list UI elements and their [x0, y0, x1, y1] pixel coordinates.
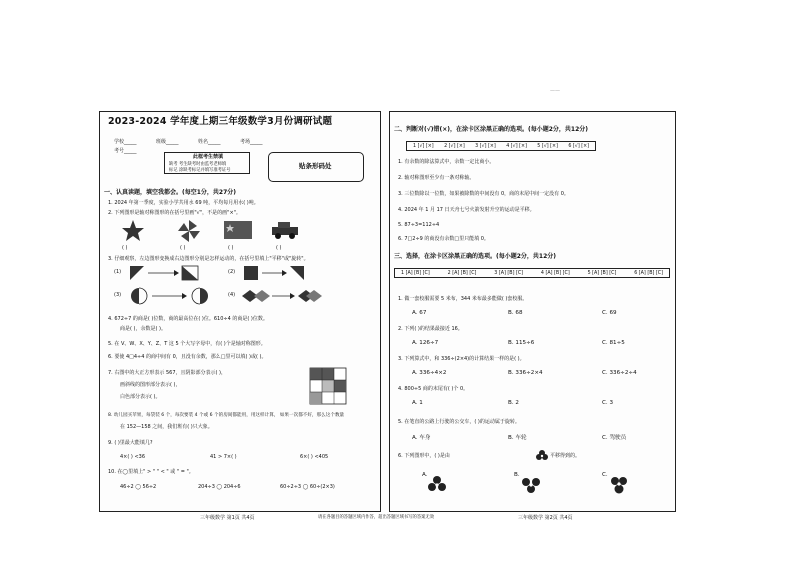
pinwheel-figure [178, 220, 200, 242]
judge-answer-6[interactable]: 6 [√] [×] [568, 143, 589, 149]
page-2-footer: 三年级数学 第2页 共4页 [518, 515, 573, 521]
choice-answer-3[interactable]: 3 [A] [B] [C] [494, 270, 524, 276]
judge-1: 1. 有余数的除法算式中，余数一定比商小。 [398, 159, 495, 165]
choice-answer-6[interactable]: 6 [A] [B] [C] [634, 270, 663, 276]
question-4b: 商是( )，余数是( )。 [120, 326, 166, 332]
flower-option-c-icon [610, 476, 628, 494]
choice-5-b[interactable]: B. 车轮 [508, 435, 527, 441]
choice-1: 1. 做一套校服需要 5 米布，344 米布最多能做( )套校服。 [398, 296, 528, 302]
question-10: 10. 在◯里填上" > " " < " 或 " = "。 [108, 469, 194, 475]
question-7c: 白色部分表示( )。 [120, 394, 161, 400]
choice-6b: 平移得到的。 [550, 453, 581, 459]
judge-2: 2. 轴对称图形至少有一条对称轴。 [398, 175, 475, 181]
choice-2-a[interactable]: A. 126÷7 [412, 340, 439, 346]
choice-3-b[interactable]: B. 336÷2×4 [508, 370, 543, 376]
judge-answer-3[interactable]: 3 [√] [×] [475, 143, 496, 149]
q10-item-1[interactable]: 46÷2 ◯ 56÷2 [120, 484, 157, 490]
judge-answer-1[interactable]: 1 [√] [×] [413, 143, 434, 149]
q9-item-3[interactable]: 6×( ) <405 [300, 454, 329, 460]
choice-6-c[interactable]: C. [602, 472, 608, 478]
choice-answer-4[interactable]: 4 [A] [B] [C] [540, 270, 570, 276]
judge-5: 5. 87÷3=112÷4 [398, 222, 440, 228]
notice-line-2: 标记 涂缺考标记并填写准考证号 [169, 168, 231, 173]
car-figure [272, 221, 298, 239]
barcode-label: 贴条形码处 [299, 162, 332, 170]
q9-item-1[interactable]: 4×( ) <36 [120, 454, 146, 460]
flower-option-a-icon [428, 476, 446, 494]
judge-6: 6. 7□2÷9 的商没有余数□里只能填 0。 [398, 236, 489, 242]
q9-item-2[interactable]: 41 > 7×( ) [210, 454, 237, 460]
choice-2-b[interactable]: B. 115÷6 [508, 340, 535, 346]
choice-4-a[interactable]: A. 1 [412, 400, 423, 406]
choice-1-b[interactable]: B. 68 [508, 310, 523, 316]
section-2-heading: 二、判断对(√)错(×)，在涂卡区涂黑正确的选项。(每小题2分，共12分) [394, 126, 589, 133]
section-3-heading: 三、选择，在涂卡区涂黑正确的选项。(每小题2分，共12分) [394, 253, 557, 260]
choice-5-a[interactable]: A. 车身 [412, 435, 431, 441]
answer-area-notice: 请在各题目的答题区域内作答，超出答题区域书写的答案无效 [318, 515, 435, 520]
q3-transform-3 [130, 287, 210, 305]
q2-blank-3[interactable]: ( ) [228, 245, 234, 251]
choice-3: 3. 下列算式中，和 336÷(2×4)的计算结果一样的是( )。 [398, 356, 525, 362]
choice-3-c[interactable]: C. 336÷2÷4 [602, 370, 637, 376]
question-3: 3. 仔细观察，左边图形变换成右边图形分别是怎样运动的，在括号里填上"平移"或"旋转"。 [108, 256, 309, 262]
question-8a: 8. 幼儿园买苹果，每袋装 6 个，每次要装 4 个或 6 个的房间都能用，用这样计算， 如果一次都不好，那么这个数量 [108, 413, 345, 418]
judge-answer-card [406, 141, 596, 151]
flower-option-b-icon [522, 476, 540, 494]
q3-label-1: (1) [114, 269, 122, 275]
choice-answer-1[interactable]: 1 [A] [B] [C] [401, 270, 430, 276]
choice-6-b[interactable]: B. [514, 472, 520, 478]
question-7b: 画斜线的图形部分表示( )， [120, 382, 181, 388]
choice-5-c[interactable]: C. 驾驶员 [602, 435, 627, 441]
choice-4: 4. 800÷5 商的末尾有( )个 0。 [398, 386, 469, 392]
exam-room-field[interactable]: 考场_____ [240, 139, 263, 145]
judge-answer-2[interactable]: 2 [√] [×] [444, 143, 465, 149]
q2-blank-4[interactable]: ( ) [276, 245, 282, 251]
q3-transform-2 [244, 264, 308, 282]
judge-answer-4[interactable]: 4 [√] [×] [506, 143, 527, 149]
q2-blank-2[interactable]: ( ) [180, 245, 186, 251]
q3-label-3: (3) [114, 292, 122, 298]
question-9: 9. ( )里最大能填几? [108, 440, 153, 446]
judge-answer-5[interactable]: 5 [√] [×] [537, 143, 558, 149]
q2-blank-1[interactable]: ( ) [122, 245, 128, 251]
square-grid-figure [310, 368, 346, 404]
question-4: 4. 672÷7 的商是( )位数，商的最高位在( )位。610÷4 的商是( )位数。 [108, 316, 268, 322]
exam-title: 2023-2024 学年度上期三年级数学3月份调研试题 [108, 116, 333, 127]
question-7a: 7. 右图中的大正方形表示 567，且阴影部分表示( )， [108, 370, 226, 376]
flag-figure [224, 221, 252, 239]
choice-5: 5. 在笔直的公路上行驶的公交车，( )的运动属于旋转。 [398, 419, 520, 425]
seat-field[interactable]: 考号_____ [114, 148, 137, 154]
choice-answer-2[interactable]: 2 [A] [B] [C] [447, 270, 477, 276]
choice-2: 2. 下列( )的结果最接近 16。 [398, 326, 463, 332]
choice-6-a[interactable]: A. [422, 472, 428, 478]
q3-label-4: (4) [228, 292, 236, 298]
choice-3-a[interactable]: A. 336÷4×2 [412, 370, 447, 376]
question-2: 2. 下列图形是轴对称图形的在括号里画"√"，不是的画"×"。 [108, 210, 241, 216]
q10-item-2[interactable]: 204÷3 ◯ 204÷6 [198, 484, 241, 490]
choice-1-a[interactable]: A. 67 [412, 310, 427, 316]
section-1-heading: 一、认真读题，填空我都会。(每空1分，共27分) [104, 189, 237, 196]
name-field[interactable]: 姓名_____ [198, 139, 221, 145]
choice-2-c[interactable]: C. 81÷5 [602, 340, 625, 346]
choice-answer-5[interactable]: 5 [A] [B] [C] [587, 270, 617, 276]
exam-page-1 [99, 111, 381, 512]
star-figure [122, 220, 144, 242]
question-6: 6. 要使 4□4÷4 的商中间有 0，且没有余数，那么□里可以填( )或( )。 [108, 354, 267, 360]
absence-notice-box [164, 152, 250, 174]
q3-transform-1 [130, 266, 200, 282]
judge-4: 4. 2024 年 1 月 17 日天舟七号火箭发射升空的运动是平移。 [398, 207, 535, 213]
question-1: 1. 2024 年第一季度，实验小学共用水 69 吨，平均每月用水( )吨。 [108, 200, 259, 206]
page-1-footer: 三年级数学 第1页 共4页 [200, 515, 255, 521]
scan-mark: —— [550, 88, 560, 94]
notice-line-1: 缺考 考生缺考时由监考老师填 [169, 162, 227, 167]
exam-page-2 [389, 111, 676, 512]
choice-answer-card [394, 268, 670, 278]
question-8b: 在 152—158 之间，我们班有( )只大象。 [120, 424, 213, 430]
question-5: 5. 在 V、W、X、Y、Z、T 这 5 个大写字母中，有( )个是轴对称图形。 [108, 341, 266, 347]
q3-transform-4 [242, 288, 322, 304]
choice-4-b[interactable]: B. 2 [508, 400, 519, 406]
q10-item-3[interactable]: 60÷2÷3 ◯ 60÷(2×3) [280, 484, 335, 490]
judge-3: 3. 三位数除以一位数，如果被除数的中间没有 0，商的末尾中间一定没有 0。 [398, 191, 569, 197]
barcode-area [268, 152, 364, 182]
choice-4-c[interactable]: C. 3 [602, 400, 614, 406]
choice-6a: 6. 下列图形中，( )是由 [398, 453, 450, 459]
notice-heading: 此框考生禁填 [193, 154, 224, 160]
q3-label-2: (2) [228, 269, 236, 275]
school-field[interactable]: 学校_____ [114, 139, 137, 145]
flower-reference-icon [536, 450, 548, 462]
choice-1-c[interactable]: C. 69 [602, 310, 617, 316]
class-field[interactable]: 班级_____ [156, 139, 179, 145]
